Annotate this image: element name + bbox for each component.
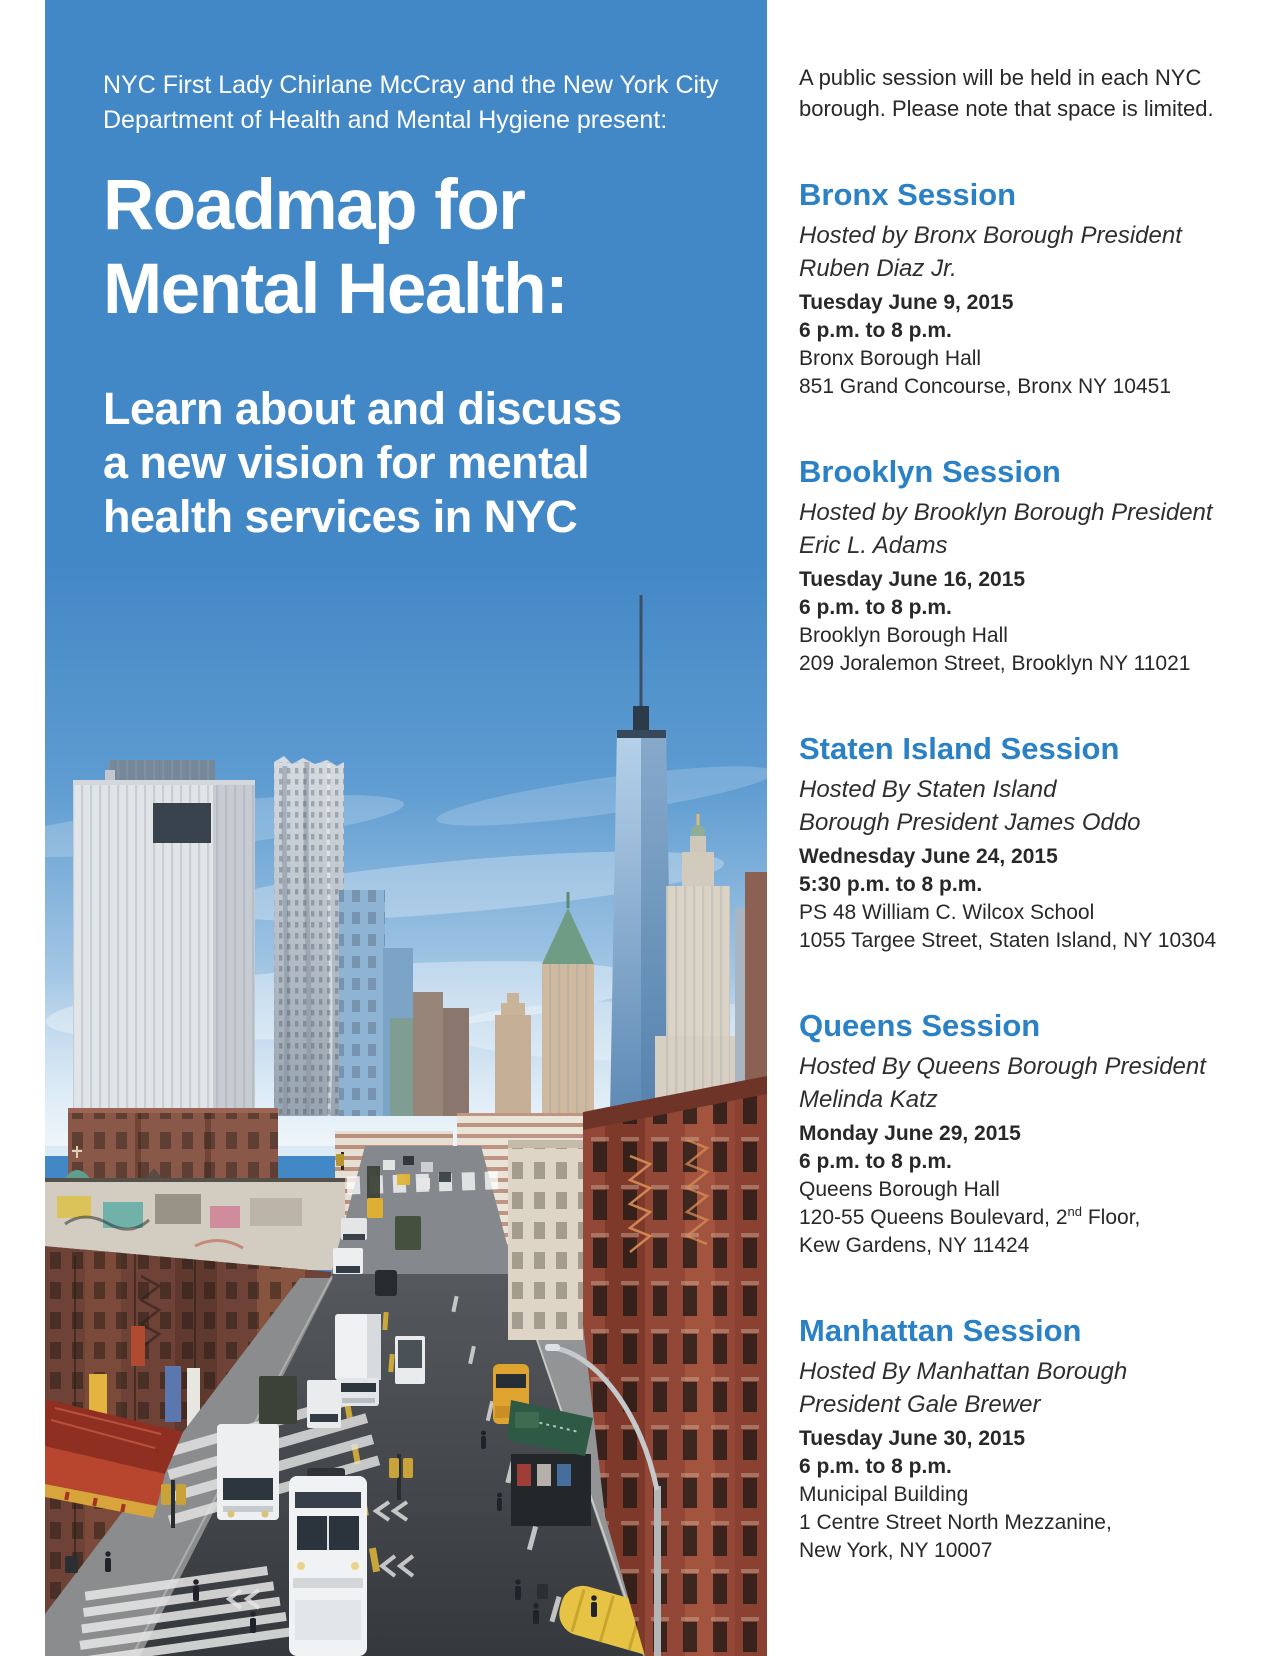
session-host-line: Hosted By Queens Borough President — [799, 1053, 1206, 1080]
session-address: 1055 Targee Street, Staten Island, NY 10304 — [799, 929, 1217, 952]
session-address: 120-55 Queens Boulevard, 2nd Floor, — [799, 1204, 1141, 1229]
page-subtitle — [103, 382, 743, 544]
session-host-line: President Gale Brewer — [799, 1391, 1041, 1418]
intro-line-1: A public session will be held in each NYC — [799, 65, 1202, 90]
session-intro — [799, 62, 1254, 124]
session-date: Tuesday June 16, 2015 — [799, 568, 1026, 591]
session-time: 5:30 p.m. to 8 p.m. — [799, 873, 983, 896]
session-bronx — [799, 176, 1254, 401]
session-title: Queens Session — [799, 1008, 1041, 1043]
session-date: Wednesday June 24, 2015 — [799, 845, 1058, 868]
session-time: 6 p.m. to 8 p.m. — [799, 1150, 952, 1173]
session-address: New York, NY 10007 — [799, 1539, 993, 1562]
subtitle-line-1: Learn about and discuss — [103, 383, 622, 434]
session-host-line: Hosted By Staten Island — [799, 776, 1057, 803]
session-time: 6 p.m. to 8 p.m. — [799, 1455, 952, 1478]
intro-line-2: borough. Please note that space is limited. — [799, 96, 1214, 121]
session-address: 209 Joralemon Street, Brooklyn NY 11021 — [799, 652, 1191, 675]
presenter-line — [103, 68, 743, 138]
session-date: Tuesday June 9, 2015 — [799, 291, 1014, 314]
photo-bus — [289, 1468, 367, 1656]
session-title: Staten Island Session — [799, 731, 1120, 766]
session-host-line: Hosted by Brooklyn Borough President — [799, 499, 1213, 526]
subtitle-line-2: a new vision for mental — [103, 437, 590, 488]
session-staten-island — [799, 730, 1254, 955]
session-address: 1 Centre Street North Mezzanine, — [799, 1511, 1112, 1534]
session-host-line: Eric L. Adams — [799, 532, 948, 559]
session-venue: Municipal Building — [799, 1483, 969, 1506]
nyc-street-photo — [45, 556, 767, 1656]
sessions-column — [799, 62, 1254, 1565]
session-title: Bronx Session — [799, 177, 1017, 212]
session-time: 6 p.m. to 8 p.m. — [799, 596, 952, 619]
session-venue: PS 48 William C. Wilcox School — [799, 901, 1095, 924]
panel-text — [103, 68, 743, 544]
session-brooklyn — [799, 453, 1254, 678]
session-venue: Brooklyn Borough Hall — [799, 624, 1008, 647]
session-date: Tuesday June 30, 2015 — [799, 1427, 1026, 1450]
page-title — [103, 164, 743, 332]
session-date: Monday June 29, 2015 — [799, 1122, 1021, 1145]
ordinal-suffix: nd — [1067, 1204, 1083, 1219]
left-panel — [45, 0, 767, 1656]
session-manhattan — [799, 1312, 1254, 1565]
session-venue: Queens Borough Hall — [799, 1178, 1000, 1201]
session-address: Kew Gardens, NY 11424 — [799, 1234, 1030, 1257]
session-host-line: Ruben Diaz Jr. — [799, 255, 957, 282]
session-time: 6 p.m. to 8 p.m. — [799, 319, 952, 342]
session-title: Manhattan Session — [799, 1313, 1082, 1348]
presenter-line-1: NYC First Lady Chirlane McCray and the New York City — [103, 71, 719, 99]
title-line-1: Roadmap for — [103, 166, 525, 245]
session-host-line: Hosted By Manhattan Borough — [799, 1358, 1128, 1385]
session-title: Brooklyn Session — [799, 454, 1061, 489]
session-venue: Bronx Borough Hall — [799, 347, 982, 370]
session-queens — [799, 1007, 1254, 1260]
subtitle-line-3: health services in NYC — [103, 491, 578, 542]
title-line-2: Mental Health: — [103, 250, 568, 329]
session-address: 851 Grand Concourse, Bronx NY 10451 — [799, 375, 1172, 398]
session-host-line: Borough President James Oddo — [799, 809, 1141, 836]
presenter-line-2: Department of Health and Mental Hygiene present: — [103, 106, 668, 134]
session-host-line: Hosted by Bronx Borough President — [799, 222, 1182, 249]
session-host-line: Melinda Katz — [799, 1086, 938, 1113]
